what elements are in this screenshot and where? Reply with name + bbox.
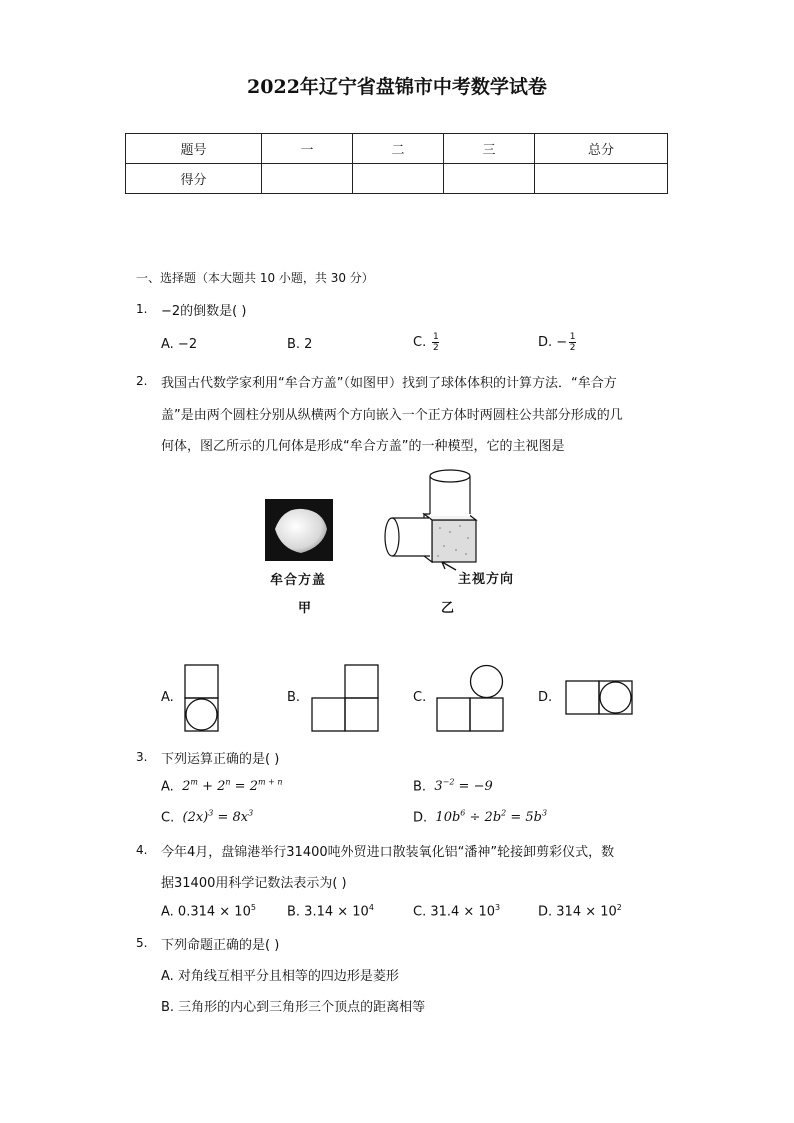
option-d: D. xyxy=(538,690,553,705)
question-stem-line: 何体，图乙所示的几何体是形成“牟合方盖”的一种模型，它的主视图是 xyxy=(161,439,565,454)
exponent: 2 xyxy=(616,903,622,912)
score-cell[interactable] xyxy=(262,164,353,194)
horizontal-cylinder-end xyxy=(385,518,399,556)
option-label: C. xyxy=(161,810,175,826)
header-cell-three: 三 xyxy=(444,134,535,164)
option-d xyxy=(538,903,622,919)
fraction xyxy=(569,332,576,353)
option-a: A. 对角线互相平分且相等的四边形是菱形 xyxy=(161,969,399,984)
figure-yi-model xyxy=(380,466,500,576)
numerator: 1 xyxy=(432,332,439,342)
page-title: 2022年辽宁省盘锦市中考数学试卷 xyxy=(247,76,547,98)
option-text: A. 0.314 × 10 xyxy=(161,904,251,920)
figure-jia-label: 甲 xyxy=(298,601,313,616)
option-label: D. − xyxy=(538,335,568,350)
score-cell[interactable] xyxy=(353,164,444,194)
option-c-figure xyxy=(436,664,504,732)
section-heading: 一、选择题（本大题共 10 小题，共 30 分） xyxy=(136,271,374,285)
exponent: 5 xyxy=(250,903,256,912)
header-cell-one: 一 xyxy=(262,134,353,164)
option-a: A. $2^m + 2^n = 2^{m + n}$ xyxy=(161,778,283,795)
option-a xyxy=(161,903,256,919)
header-cell-total: 总分 xyxy=(535,134,668,164)
fraction xyxy=(432,332,439,353)
question-stem: −2的倒数是( ) xyxy=(161,304,247,319)
option-d xyxy=(538,332,576,353)
header-cell-question-no: 题号 xyxy=(126,134,262,164)
option-label: B. xyxy=(413,779,427,795)
option-a: A. xyxy=(161,690,174,705)
score-table-header-row xyxy=(126,134,668,164)
option-a: A. −2 xyxy=(161,337,198,352)
header-cell-two: 二 xyxy=(353,134,444,164)
option-b: B. 三角形的内心到三角形三个顶点的距离相等 xyxy=(161,1000,426,1015)
option-d-figure xyxy=(565,680,633,716)
option-b: B. xyxy=(287,690,301,705)
option-label: A. xyxy=(161,779,174,795)
question-number: 2. xyxy=(136,374,148,388)
option-b-figure xyxy=(311,664,379,732)
denominator: 2 xyxy=(432,343,439,353)
score-cell[interactable] xyxy=(535,164,668,194)
question-number: 5. xyxy=(136,936,148,950)
option-text: D. 314 × 10 xyxy=(538,904,617,920)
question-stem: 下列运算正确的是( ) xyxy=(161,752,280,767)
option-c: C. $(2x)^3 = 8x^3$ xyxy=(161,809,254,826)
question-stem-line: 我国古代数学家利用“牟合方盖”（如图甲）找到了球体体积的计算方法．“牟合方 xyxy=(161,376,617,391)
score-cell[interactable] xyxy=(444,164,535,194)
option-text: C. 31.4 × 10 xyxy=(413,904,495,920)
option-a-figure xyxy=(184,664,220,732)
score-table-score-row xyxy=(126,164,668,194)
question-stem-line: 今年4月，盘锦港举行31400吨外贸进口散装氧化铝“潘神”轮接卸剪彩仪式，数 xyxy=(161,845,615,860)
figure-jia-caption: 牟合方盖 xyxy=(270,573,327,588)
score-table xyxy=(125,133,668,194)
vertical-cylinder-top xyxy=(430,470,470,482)
option-d: D. $10b^6 \div 2b^2 = 5b^3$ xyxy=(413,809,548,826)
question-number: 3. xyxy=(136,750,148,764)
figure-yi-label: 乙 xyxy=(441,601,456,616)
question-number: 4. xyxy=(136,843,148,857)
option-c: C. xyxy=(413,690,427,705)
figure-jia-photo xyxy=(265,499,333,561)
exponent: 3 xyxy=(495,903,501,912)
question-stem: 下列命题正确的是( ) xyxy=(161,938,280,953)
numerator: 1 xyxy=(569,332,576,342)
exponent: 4 xyxy=(368,903,374,912)
option-label: D. xyxy=(413,810,428,826)
option-text: B. 3.14 × 10 xyxy=(287,904,369,920)
denominator: 2 xyxy=(569,343,576,353)
option-b: B. $3^{-2} = -9$ xyxy=(413,778,493,795)
option-c xyxy=(413,332,439,353)
option-b: B. 2 xyxy=(287,337,313,352)
question-stem-line: 据31400用科学记数法表示为( ) xyxy=(161,876,347,891)
option-label: C. xyxy=(413,335,427,350)
option-c xyxy=(413,903,500,919)
question-number: 1. xyxy=(136,302,148,316)
mouhe-fanggai-shape xyxy=(265,499,333,561)
view-direction-label: 主视方向 xyxy=(458,572,515,587)
question-stem-line: 盖”是由两个圆柱分别从纵横两个方向嵌入一个正方体时两圆柱公共部分形成的几 xyxy=(161,408,623,423)
score-row-label: 得分 xyxy=(126,164,262,194)
option-b xyxy=(287,903,374,919)
